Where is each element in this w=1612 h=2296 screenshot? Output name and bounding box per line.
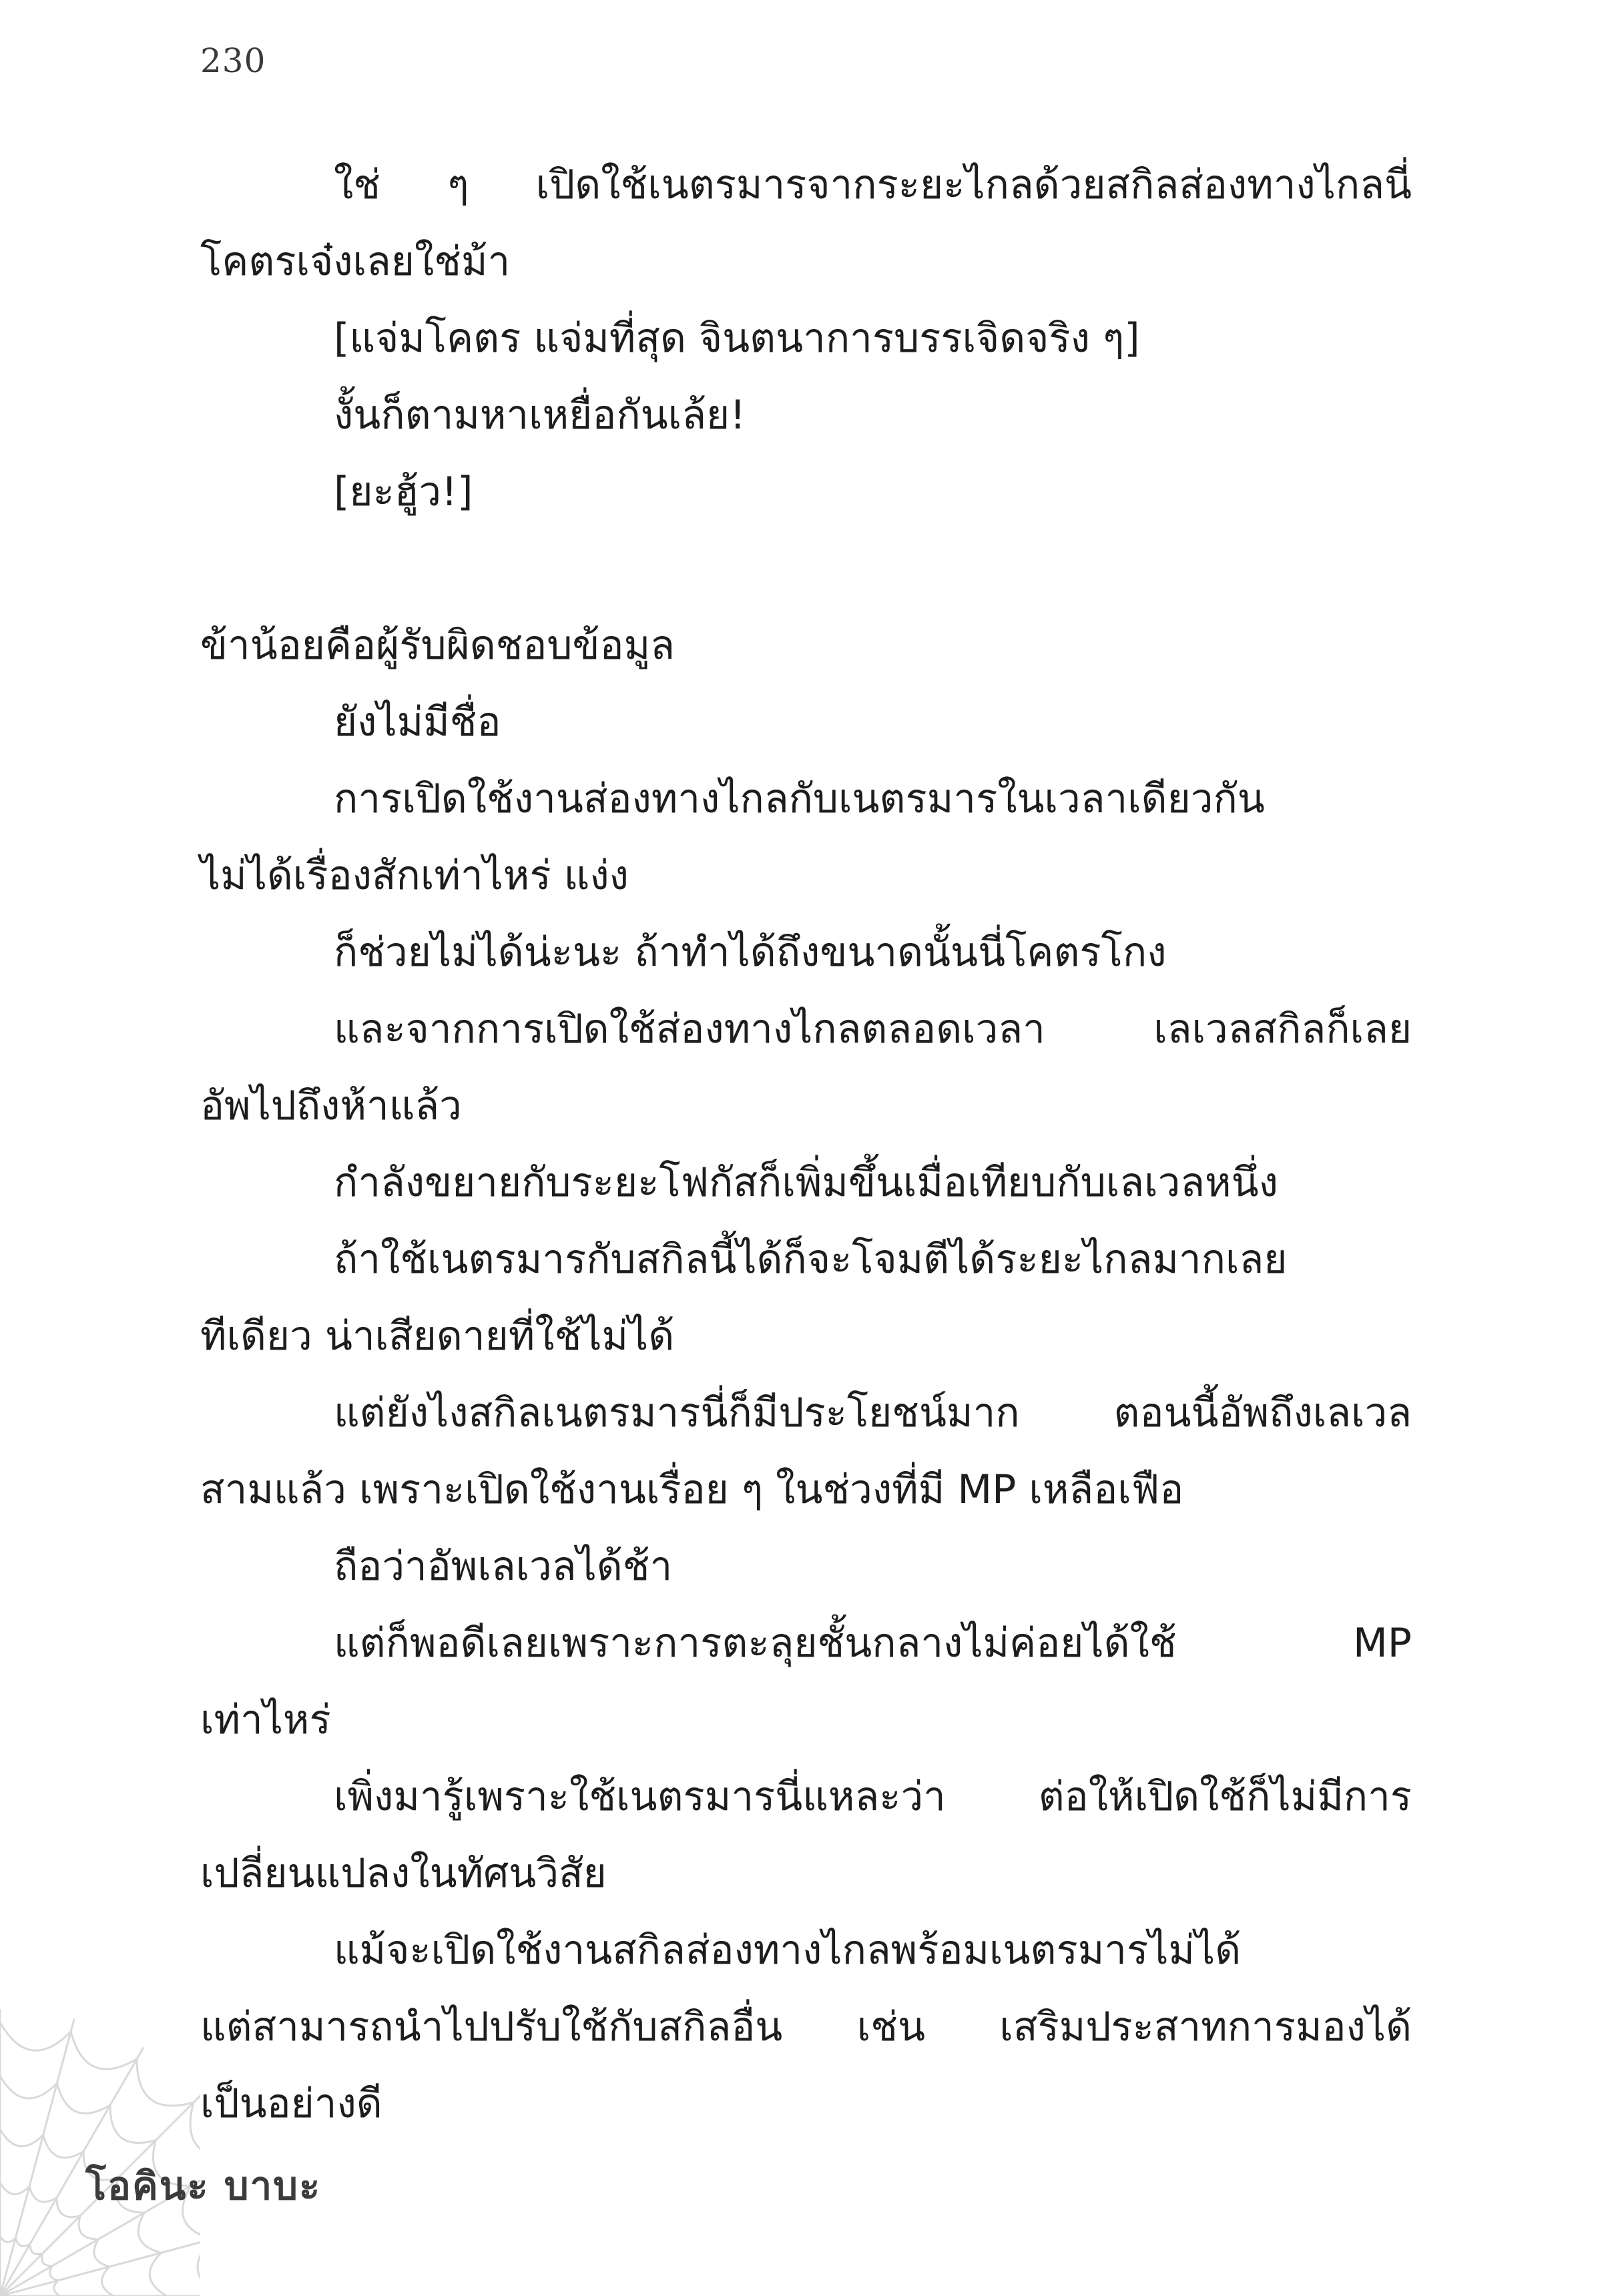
text-line: งั้นก็ตามหาเหยื่อกันเล้ย! xyxy=(334,392,746,439)
text-line: ไม่ได้เรื่องสักเท่าไหร่ แง่ง xyxy=(200,852,629,899)
text-line: ก็ช่วยไม่ได้น่ะนะ ถ้าทำได้ถึงขนาดนั้นนี่โคตรโกง xyxy=(334,929,1167,976)
text-line: ใช่ ๆ เปิดใช้เนตรมารจากระยะไกลด้วยสกิลส่องทางไกลนี่ xyxy=(334,162,1412,208)
text-line: ถ้าใช้เนตรมารกับสกิลนี้ได้ก็จะโจมตีได้ระยะไกลมากเลย xyxy=(334,1236,1288,1283)
text-line: ยังไม่มีชื่อ xyxy=(334,699,501,746)
text-line: อัพไปถึงห้าแล้ว xyxy=(200,1083,462,1129)
text-line: แต่สามารถนำไปปรับใช้กับสกิลอื่น เช่น เสริมประสาทการมองได้ xyxy=(200,2004,1412,2050)
text-line: [ยะฮู้ว!] xyxy=(334,469,473,515)
footer-author: โอคินะ บาบะ xyxy=(85,2163,322,2209)
text-line: ข้าน้อยคือผู้รับผิดชอบข้อมูล xyxy=(200,622,675,669)
text-line: เปลี่ยนแปลงในทัศนวิสัย xyxy=(200,1850,607,1897)
page-number: 230 xyxy=(200,41,266,80)
text-line: ทีเดียว น่าเสียดายที่ใช้ไม่ได้ xyxy=(200,1313,675,1360)
text-line: เท่าไหร่ xyxy=(200,1697,331,1743)
text-line: กำลังขยายกับระยะโฟกัสก็เพิ่มขึ้นเมื่อเทียบกับเลเวลหนึ่ง xyxy=(334,1159,1278,1206)
text-line: แต่ยังไงสกิลเนตรมารนี่ก็มีประโยชน์มาก ตอนนี้อัพถึงเลเวล xyxy=(334,1390,1412,1436)
spider-web-icon xyxy=(0,1989,200,2296)
text-line: แม้จะเปิดใช้งานสกิลส่องทางไกลพร้อมเนตรมารไม่ได้ xyxy=(334,1927,1242,1974)
text-line: และจากการเปิดใช้ส่องทางไกลตลอดเวลา เลเวลสกิลก็เลย xyxy=(334,1006,1412,1053)
text-line: สามแล้ว เพราะเปิดใช้งานเรื่อย ๆ ในช่วงที่มี MP เหลือเฟือ xyxy=(200,1466,1184,1513)
text-line: เพิ่งมารู้เพราะใช้เนตรมารนี่แหละว่า ต่อให้เปิดใช้ก็ไม่มีการ xyxy=(334,1773,1412,1820)
text-line: การเปิดใช้งานส่องทางไกลกับเนตรมารในเวลาเดียวกัน xyxy=(334,776,1265,822)
text-line: ถือว่าอัพเลเวลได้ช้า xyxy=(334,1543,673,1590)
paragraph-gap xyxy=(200,531,1412,607)
text-line: [แจ่มโคตร แจ่มที่สุด จินตนาการบรรเจิดจริง ๆ] xyxy=(334,315,1140,362)
text-line: แต่ก็พอดีเลยเพราะการตะลุยชั้นกลางไม่ค่อยได้ใช้ MP xyxy=(334,1620,1412,1667)
body-text xyxy=(200,147,1412,2142)
text-line: โคตรเจ๋งเลยใช่ม้า xyxy=(200,238,511,285)
text-line: เป็นอย่างดี xyxy=(200,2080,382,2127)
